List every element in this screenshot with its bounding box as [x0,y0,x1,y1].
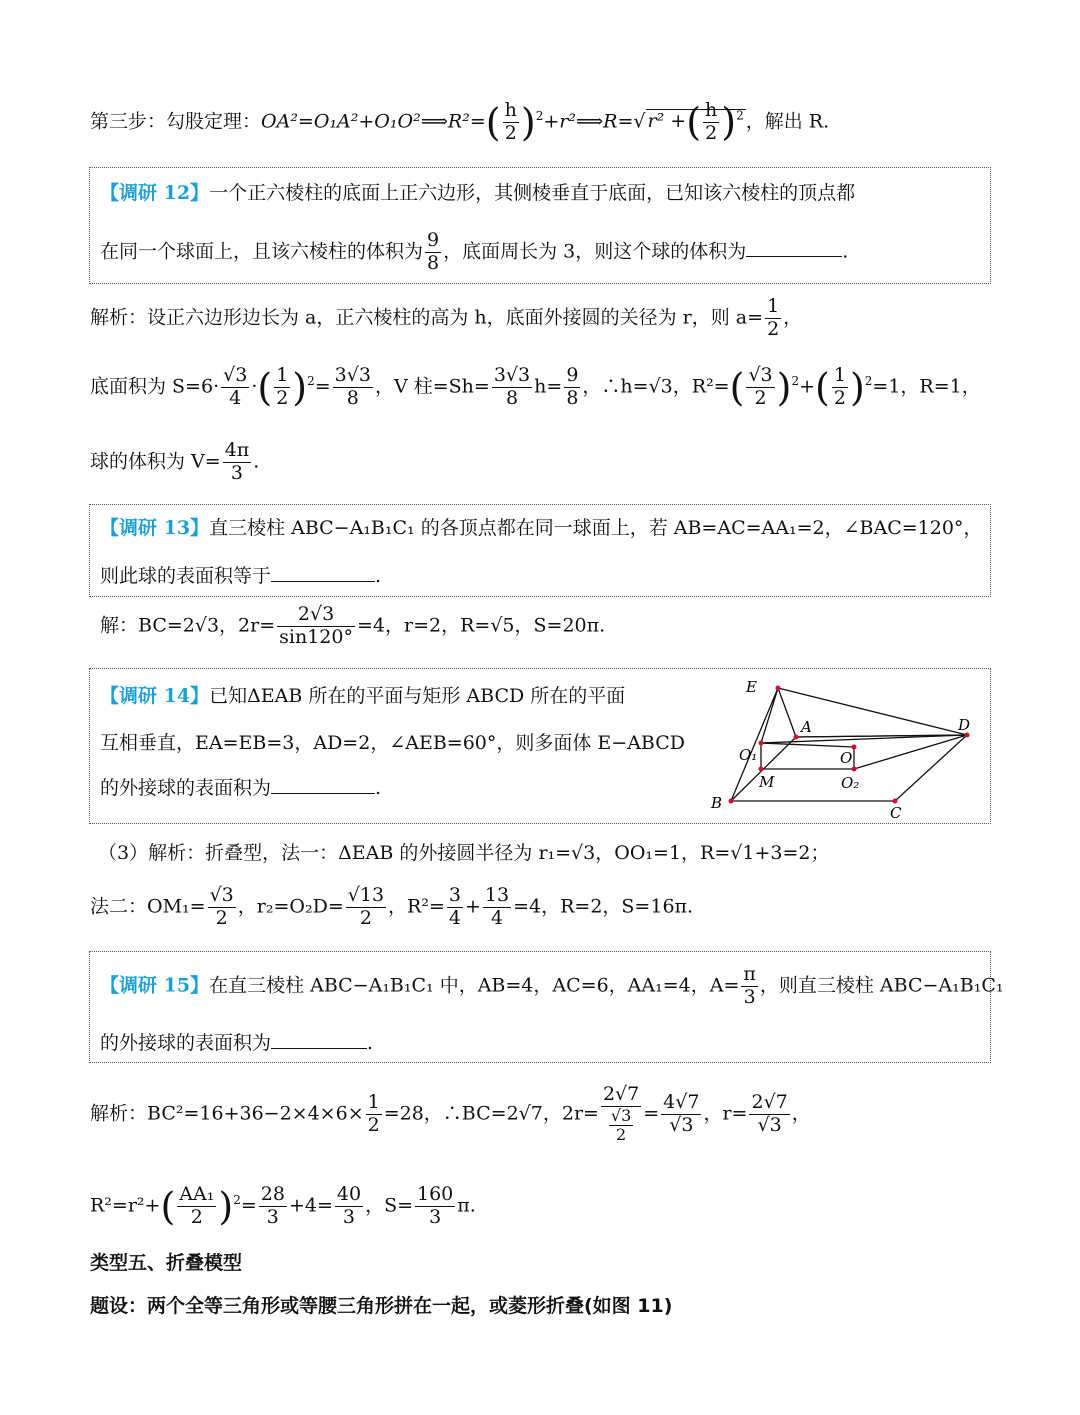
fig-label-O: O [840,749,853,767]
s12-line1: 解析：设正六边形边长为 a，正六棱柱的高为 h，底面外接圆的关径为 r，则 a= $\frac{1}{2}$ ， [90,295,803,340]
s12-line3: 球的体积为 V= $\frac{4\pi}{3}$ . [90,439,260,484]
q12-answer-blank[interactable] [746,240,842,257]
s14-line1: （3）解析：折叠型，法一：ΔEAB 的外接圆半径为 r₁=√3，OO₁=1，R=√1+3=2； [98,842,830,864]
fig-label-O1: O₁ [739,746,758,764]
q15-box: 【调研 15】在直三棱柱 ABC−A₁B₁C₁ 中，AB=4，AC=6，AA₁=4，A= $\frac{\pi}{3}$ ，则直三棱柱 ABC−A₁B₁C₁ 的外接球的表面积为 . [89,951,991,1063]
h-over-2: $\frac{h}{2}$ [504,99,517,144]
fig-label-C: C [890,804,902,821]
q12-line2a: 在同一个球面上，且该六棱柱的体积为 [100,240,424,263]
q14-line2: 互相垂直，EA=EB=3，AD=2，∠AEB=60°，则多面体 E−ABCD [100,732,686,754]
s15-line1: 解析：BC²=16+36−2×4×6× $\frac{1}{2}$ =28，∴BC=2√7，2r= $\frac{2√7}{\frac{√3}{2}}$ = $\frac{4√7}{√3}$ ，r= $\frac{2√7}{√3}$ ， [90,1083,811,1145]
q12-box: 【调研 12】一个正六棱柱的底面上正六边形，其侧棱垂直于底面，已知该六棱柱的顶点都 在同一个球面上，且该六棱柱的体积为 $\frac{9}{8}$ ，底面周长为 3，则这个球的体积为 . [89,167,991,284]
q13-tag: 【调研 13】 [100,517,210,539]
q13-line1: 直三棱柱 ABC−A₁B₁C₁ 的各顶点都在同一球面上，若 AB=AC=AA₁=2，∠BAC=120°， [209,517,983,539]
type5-heading: 类型五、折叠模型 [90,1252,243,1274]
s15-line2: R²=r²+( $\frac{\text{AA₁}}{2}$ )$^2$= $\frac{28}{3}$ +4= $\frac{40}{3}$ ，S= $\frac{160}{3}$ π. [90,1183,476,1229]
s12-line2: 底面积为 S=6· $\frac{√3}{4}$ ·( $\frac{1}{2}$ )$^2$= $\frac{3√3}{8}$ ，V 柱=Sh= $\frac{3√3}{8}$ h= $\frac{9}{8}$ ，∴h=√3，R²=( $\frac{√3}{2}$ )$^2$+( $\frac{1}{2}$ )$^2$=1，R=1， [90,364,981,410]
q14-tag: 【调研 14】 [100,685,210,707]
q15-answer-blank[interactable] [271,1032,367,1049]
step3-line: 第三步：勾股定理：OA²=O₁A²+O₁O²⟹R²=( $\frac{h}{2}$ )$^2$+r²⟹R=√ r² +( $\frac{h}{2}$ )$^2$ ，解出 R. [90,99,830,145]
q12-line1: 一个正六棱柱的底面上正六边形，其侧棱垂直于底面，已知该六棱柱的顶点都 [209,182,856,204]
s13-line: 解：BC=2√3，2r= $\frac{2√3}{\sin 120^\circ}$ =4，r=2，R=√5，S=20π. [100,603,606,648]
q13-box: 【调研 13】直三棱柱 ABC−A₁B₁C₁ 的各顶点都在同一球面上，若 AB=AC=AA₁=2，∠BAC=120°， 则此球的表面积等于 . [89,504,991,597]
fig-label-O2: O₂ [841,774,860,792]
q14-box: 【调研 14】已知ΔEAB 所在的平面与矩形 ABCD 所在的平面 互相垂直，EA=EB=3，AD=2，∠AEB=60°，则多面体 E−ABCD 的外接球的表面积为 . E A D O₁ O M O₂ B C [89,668,991,824]
q14-figure [695,671,985,821]
step3-tail: ，解出 R. [745,110,830,133]
fig-label-E: E [746,678,757,696]
fig-label-M: M [759,773,775,791]
type5-setup: 题设：两个全等三角形或等腰三角形拼在一起，或菱形折叠(如图 11) [90,1295,673,1317]
fig-label-D: D [958,716,971,734]
q15-tag: 【调研 15】 [100,974,210,997]
q14-answer-blank[interactable] [271,777,375,794]
q13-answer-blank[interactable] [271,565,375,582]
s14-line2: 法二：OM₁= $\frac{√3}{2}$ ，r₂=O₂D= $\frac{√13}{2}$ ，R²= $\frac{3}{4}$ + $\frac{13}{4}$ =4，R=2，S=16π. [90,884,694,929]
fig-label-A: A [801,718,812,736]
fig-label-B: B [711,794,723,812]
step3-eq2: +r²⟹R= [543,110,634,133]
q12-line2b: ，底面周长为 3，则这个球的体积为 [443,240,747,263]
q12-volume-fraction: $\frac{9}{8}$ [427,229,440,274]
step3-eq1: OA²=O₁A²+O₁O²⟹R²= [261,110,486,133]
step3-label: 第三步：勾股定理： [90,110,262,133]
q12-tag: 【调研 12】 [100,182,210,204]
